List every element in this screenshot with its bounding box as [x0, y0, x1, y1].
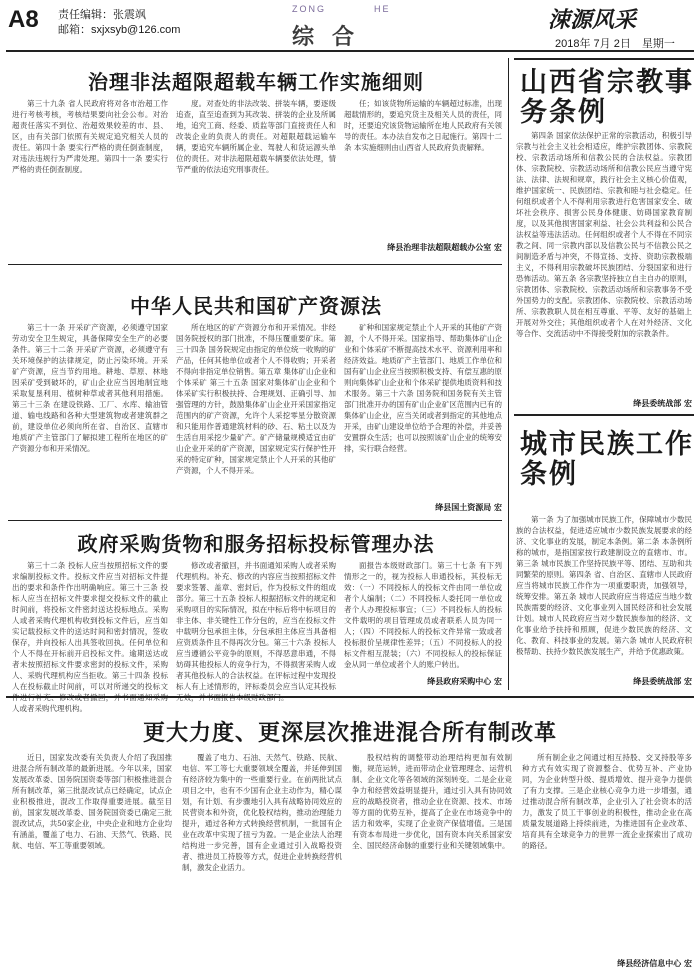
- section-en: ZONG HE: [292, 4, 391, 14]
- bottom-section-rule: [6, 696, 694, 698]
- article-3-byline: 绛县政府采购中心 宏: [427, 676, 502, 686]
- article-6-byline: 绛县委统战部 宏: [633, 676, 692, 686]
- header-rule: [6, 50, 694, 52]
- article-3-title: 政府采购货物和服务招标投标管理办法: [77, 532, 435, 556]
- article-3-col-2: 修改或者撤回，并书面通知采购人或者采购代理机构。补充、修改的内容应当按照招标文件要求签署、盖章、密封后，作为投标文件的组成部分。第三十五条 投标人根据招标文件的规定和采购项目的实际情况，拟在中标后将中标项目的非主体、非关键性工作分包的，应当在投标文件中载明分包承担主体，分包承担主体应当具备相应资质条件且不得再次分包。第三十六条 投标人应当遵循公平竞争的原则，不得恶意串通，不得妨碍其他投标人的竞争行为，不得损害采购人或者其他投标人的合法权益。在评标过程中发现投标人有上述情形的，评标委员会应当认定其投标: [176, 561, 336, 691]
- section-title: 综合: [292, 24, 373, 50]
- article-4-col-3: 股权结构的调整带动治理结构更加有效制衡，规范运转，进而带动企业管理理念、运营机制、企业文化等各领域的深刻转变。二是企业竞争力和经营效益明显提升，通过引入具有协同效应的战略投资者，推动企业在资源、技术、市场等方面的优势互补，提高了企业在市场竞争中的活力和效率，实现了企业资产保值增值。三是国有资本布局进一步优化，国有资本向关系国家安全、国民经济命脉的重要行业和关键领域集中。: [352, 753, 512, 850]
- article-1-col-2: 度。对查处的非法改装、拼装车辆，要逐级追查，直至追查到为其改装、拼装的企业及所属地，追究工商、经委、质监等部门直接责任人和改装企业的负责人的责任。对超限超载运输车辆，要追究车辆所属企业、驾驶人和货运源头单位的责任。对非法超限超载车辆要依法处理，情节严重的依法追究刑事责任。: [176, 99, 336, 174]
- sidebar-top-rule: [514, 58, 694, 60]
- article-1-rule: [8, 264, 502, 265]
- paper-logo: 涑源风采: [548, 7, 637, 33]
- article-3-col-3: 面报告本级财政部门。第三十七条 有下列情形之一的，视为投标人串通投标，其投标无效：（一）不同投标人的投标文件由同一单位或者个人编制；（二）不同投标人委托同一单位或者个人办理投标事宜；（三）不同投标人的投标文件载明的项目管理成员或者联系人员为同一人；（四）不同投标人的投标文件异常一致或者投标报价呈规律性差异；（五）不同投标人的投标文件相互混装；（六）不同投标人的投标保证金从同一单位或者个人的账户转出。: [344, 561, 502, 669]
- article-2-col-1: 第三十一条 开采矿产资源，必须遵守国家劳动安全卫生规定，具备保障安全生产的必要条件。第三十二条 开采矿产资源，必须遵守有关环境保护的法律规定，防止污染环境。开采矿产资源，应当节约用地。耕地、草原、林地因采矿受到破坏的，矿山企业应当因地制宜地采取复垦利用、植树种草或者其他利用措施。第三十三条 在建设铁路、工厂、水库、输油管道、输电线路和各种大型建筑物或者建筑群之前，建设单位必须向所在省、自治区、直辖市地质矿产主管部门了解拟建工程所在地区的矿产资源分布和开采情况。: [12, 323, 168, 453]
- article-4-title: 更大力度、更深层次推进混合所有制改革: [142, 720, 557, 746]
- article-4-byline: 绛县经济信息中心 宏: [617, 958, 692, 968]
- page-number: A8: [8, 6, 39, 33]
- article-4-col-1: 近日，国家发改委有关负责人介绍了我国推进混合所有制改革的最新进展。今年以来，国家发展改革委、国务院国资委等部门积极推进混合所有制改革，第三批混改试点已经确定，试点企业积极推进，混改工作取得重要进展。截至目前，国家发展改革委、国务院国资委已确定三批混改试点，共50家企业，中央企业和地方企业均有涵盖，覆盖了电力、石油、天然气、铁路、民航、电信、军工等重要领域。: [12, 753, 172, 850]
- article-4-col-2: 覆盖了电力、石油、天然气、铁路、民航、电信、军工等七大重要领域全覆盖，并延伸到国有经济较为集中的一些重要行业。在前两批试点项目之中，也有不少国有企业主动作为，精心谋划，有计划、有步骤地引入具有战略协同效应的民营资本和外资，优化股权结构，推动治理能力提升，通过各种方式转换经营机制，一批国有企业在改革中实现了扭亏为盈。一是企业法人治理结构进一步完善，国有企业通过引入战略投资者、推进员工持股等方式，促进企业转换经营机制，激发企业活力。: [182, 753, 342, 872]
- article-1-col-1: 第三十九条 省人民政府将对各市治超工作进行考核考核，考核结果要向社会公布。对治超责任落实不到位、治超效果较差的市、县、区，由有关部门依照有关规定追究相关人员的责任。第四十条 要实行严格的责任倒查制度，对违法违规行为严肃处理。第四十一条 要实行严格的责任倒查制度。: [12, 99, 168, 174]
- article-5-body: 第四条 国家依法保护正常的宗教活动，积极引导宗教与社会主义社会相适应，维护宗教团体、宗教院校、宗教活动场所和信教公民的合法权益。宗教团体、宗教院校、宗教活动场所和信教公民应当遵守宪法、法律、法规和规章，践行社会主义核心价值观，维护国家统一、民族团结、宗教和睦与社会稳定。任何组织或者个人不得利用宗教进行危害国家安全、破坏社会秩序、损害公民身体健康、妨碍国家教育制度，以及其他损害国家利益、社会公共利益和公民合法权益等违法活动。任何组织或者个人不得在不同宗教之间、同一宗教内部以及信教公民与不信教公民之间制造矛盾与冲突，不得宣扬、支持、资助宗教极端主义，不得利用宗教破坏民族团结、分裂国家和进行恐怖活动。第五条 各宗教坚持独立自主自办的原则，宗教团体、宗教院校、宗教活动场所和宗教事务不受外国势力的支配。宗教团体、宗教院校、宗教活动场所、宗教教职人员在相互尊重、平等、友好的基础上开展对外交往；其他组织或者个人在对外经济、文化等合作、交流活动中不得接受附加的宗教条件。: [516, 131, 692, 338]
- editor-label: 责任编辑：张震飒: [58, 9, 146, 21]
- article-2-byline: 绛县国土资源局 宏: [435, 502, 502, 512]
- article-2-title: 中华人民共和国矿产资源法: [130, 294, 382, 318]
- article-5-title-2: 务条例: [520, 97, 607, 128]
- article-6-body: 第一条 为了加强城市民族工作，保障城市少数民族的合法权益，促进适应城市少数民族发展要求的经济、文化事业的发展，制定本条例。第二条 本条例所称的城市，是指国家按行政建制设立的直辖市、市。第三条 城市民族工作坚持民族平等、团结、互助和共同繁荣的原则。第四条 省、自治区、直辖市人民政府应当将城市民族工作作为一项重要职责，加强领导，统筹安排。第五条 城市人民政府应当将适应当地少数民族需要的经济、文化事业列入国民经济和社会发展计划。城市人民政府应当对少数民族参加的经济、文化事业给予扶持和照顾，促进少数民族的经济、文化、教育、科技事业的发展。第六条 城市人民政府积极帮助、扶持少数民族发展生产，并给予优惠政策。: [516, 515, 692, 656]
- article-5-byline: 绛县委统战部 宏: [633, 398, 692, 408]
- article-2-col-2: 所在地区的矿产资源分布和开采情况。非经国务院授权的部门批准，不得压覆重要矿床。第三十四条 国务院规定由指定的单位统一收购的矿产品，任何其他单位或者个人不得收购；开采者不得向非指定单位销售。第五章 集体矿山企业和个体采矿 第三十五条 国家对集体矿山企业和个体采矿实行积极扶持、合理规划、正确引导、加强管理的方针，鼓励集体矿山企业开采国家指定范围内的矿产资源，允许个人采挖零星分散资源和只能用作普通建筑材料的砂、石、粘土以及为生活自用采挖少量矿产。矿产储量规模适宜由矿山企业开采的矿产资源，国家规定实行保护性开采的特定矿种，国家规定禁止个人开采的其他矿产资源，个人不得开采。: [176, 323, 336, 475]
- article-2-rule: [8, 520, 502, 521]
- sidebar-mid-rule: [514, 414, 694, 416]
- article-3-col-1: 第三十二条 投标人应当按照招标文件的要求编制投标文件。投标文件应当对招标文件提出的要求和条件作出明确响应。第三十三条 投标人应当在招标文件要求提交投标文件的截止时间前，将投标文件密封送达投标地点。采购人或者采购代理机构收到投标文件后，应当如实记载投标文件的送达时间和密封情况，签收保存，并向投标人出具签收回执。任何单位和个人不得在开标前开启投标文件。逾期送达或者未按照招标文件要求密封的投标文件，采购人、采购代理机构应当拒收。第三十四条 投标人在投标截止时间前，可以对所递交的投标文 人或者采购代理机构。: [12, 561, 168, 713]
- article-4-col-4: 所有制企业之间通过相互持股、交叉持股等多种方式有效实现了资源整合、优势互补、产业协同，为企业转型升级、提质增效、提升竞争力提供了有力支撑。三是企业核心竞争力进一步增强，通过推动混合所有制改革，企业引入了社会资本的活力，激发了员工干事创业的积极性，推动企业在高质量发展道路上持续前进，为推进国有企业改革、培育具有全球竞争力的世界一流企业探索出了成功的路径。: [522, 753, 692, 850]
- article-5-title-1: 山西省宗教事: [520, 67, 694, 98]
- article-2-col-3: 矿种和国家规定禁止个人开采的其他矿产资源，个人不得开采。国家指导、帮助集体矿山企业和个体采矿不断提高技术水平、资源利用率和经济效益。地质矿产主管部门、地质工作单位和国有矿山企业应当按照积极支持、有偿互惠的原则向集体矿山企业和个体采矿提供地质资料和技术服务。第三十六条 国务院和国务院有关主管部门批准开办的国有矿山企业矿区范围内已有的集体矿山企业，应当关闭或者到指定的其他地点开采，由矿山建设单位给予合理的补偿，并妥善安置群众生活；也可以按照该矿山企业的统筹安排，实行联合经营。: [344, 323, 502, 453]
- article-1-col-3: 任；如该货物所运输的车辆超过标准，出现超载情形的，要追究货主及相关人员的责任，同时，还要追究该货物运输所在地人民政府有关领导的责任。本办法自发布之日起施行。第四十二条 本实施细则由山西省人民政府负责解释。: [344, 99, 502, 152]
- article-6-title-1: 城市民族工作: [520, 429, 694, 460]
- email-label: 邮箱：sxjxsyb@126.com: [58, 24, 181, 36]
- column-divider: [508, 58, 509, 690]
- issue-date: 2018年 7月 2日 星期一: [555, 38, 675, 50]
- article-1-title: 治理非法超限超载车辆工作实施细则: [88, 70, 424, 94]
- article-6-title-2: 条例: [520, 459, 578, 490]
- article-1-byline: 绛县治理非法超限超载办公室 宏: [387, 242, 502, 252]
